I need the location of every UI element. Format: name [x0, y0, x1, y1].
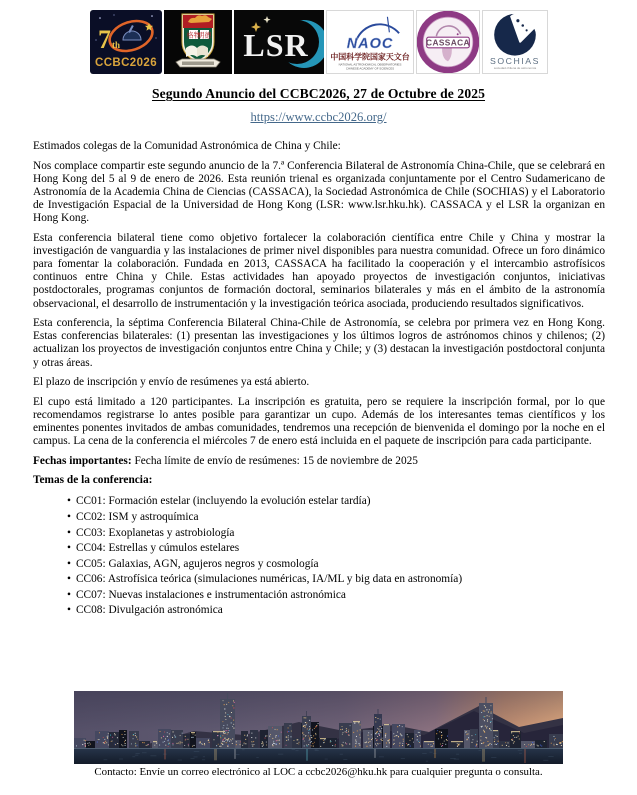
- topic-item: • CC07: Nuevas instalaciones e instrumentación astronómica: [67, 588, 605, 604]
- topic-item: • CC08: Divulgación astronómica: [67, 603, 605, 619]
- cassaca-logo-icon: [417, 11, 479, 73]
- title-row: [0, 85, 637, 103]
- sochias-logo-icon: [483, 11, 547, 73]
- page-title: Segundo Anuncio del CCBC2026, 27 de Octubre de 2025: [151, 86, 486, 101]
- important-dates-label: Fechas importantes:: [33, 454, 132, 467]
- naoc-line2: CHINESE ACADEMY OF SCIENCES: [345, 66, 394, 71]
- ccbc2026-logo-icon: [90, 10, 162, 74]
- topic-item: • CC06: Astrofísica teórica (simulaciones numéricas, IA/ML y big data en astronomía): [67, 572, 605, 588]
- body-text: [33, 140, 605, 619]
- naoc-name: NAOC: [346, 35, 393, 52]
- ccbc-suffix: th: [111, 40, 120, 50]
- important-dates-text: Fecha límite de envío de resúmenes: 15 de noviembre de 2025: [131, 454, 418, 467]
- important-dates-line: [33, 455, 605, 468]
- naoc-logo-icon: [327, 11, 413, 73]
- skyline-image: [74, 691, 563, 764]
- ccbc-number: 7: [97, 25, 111, 54]
- topic-item: • CC05: Galaxias, AGN, agujeros negros y cosmología: [67, 557, 605, 573]
- logo-strip: [0, 10, 637, 74]
- lsr-name: LSR: [242, 27, 309, 63]
- naoc-logo: [326, 10, 414, 74]
- body-paragraph: Esta conferencia bilateral tiene como objetivo fortalecer la colaboración científica entre Chile y China y mostrar la investigación de vanguardia y las instalaciones de primer nivel disponibles para nuestra comunidad. Ofrece un foro dinámico para fomentar la colaboración. Fundada en 2013, CASSACA ha facilitado la cooperación y el intercambio astrofísicos continuos entre China y Chile. Estas actividades han apoyado proyectos de investigación conjuntos, iniciativas postdoctorales, programas conjuntos de formación doctoral, seminarios bilaterales y más en el ámbito de la astronomía observacional, el desarrollo de instrumentación y la investigación teórica asociada, produciendo resultados significativos.: [33, 231, 605, 310]
- topic-item: • CC03: Exoplanetas y astrobiología: [67, 526, 605, 542]
- body-paragraph: Esta conferencia, la séptima Conferencia Bilateral China-Chile de Astronomía, se celebra por primera vez en Hong Kong. Estas conferencias bilaterales: (1) presentan las investigaciones y los últimos logros de astrónomos chinos y chilenos; (2) actualizan los proyectos de investigación conjuntos entre China y Chile; y (3) destacan la investigación postdoctoral conjunta y otras áreas.: [33, 317, 605, 369]
- hong-kong-skyline-photo: [74, 691, 563, 764]
- body-paragraph: Estimados colegas de la Comunidad Astronómica de China y Chile:: [33, 140, 341, 152]
- topic-item: • CC02: ISM y astroquímica: [67, 510, 605, 526]
- hku-crest-logo: [164, 10, 232, 74]
- ccbc2026-logo: [90, 10, 162, 74]
- topic-item: • CC04: Estrellas y cúmulos estelares: [67, 541, 605, 557]
- sochias-name: SOCHIAS: [489, 55, 540, 66]
- conference-link[interactable]: https://www.ccbc2026.org/: [250, 110, 387, 124]
- topic-item: • CC01: Formación estelar (incluyendo la evolución estelar tardía): [67, 494, 605, 510]
- sochias-subtitle: sociedad chilena de astronomía: [493, 66, 536, 71]
- topics-heading: Temas de la conferencia:: [33, 474, 153, 487]
- body-paragraph: El cupo está limitado a 120 participantes. La inscripción es gratuita, pero se requiere la inscripción formal, por lo que recomendamos registrarse lo antes posible para garantizar un cupo. Además de los interesantes temas científicos y los eminentes ponentes invitados de ambas comunidades, tendremos una recepción de bienvenida el domingo por la noche en el campus. La cena de la conferencia el miércoles 7 de enero está incluida en el paquete de inscripción para cada participante.: [33, 395, 605, 448]
- lsr-logo: [234, 10, 324, 74]
- naoc-chinese: 中国科学院国家天文台: [329, 52, 410, 62]
- body-paragraph: El plazo de inscripción y envío de resúmenes ya está abierto.: [33, 376, 310, 389]
- hku-motto-bottom: 格物: [186, 31, 200, 40]
- link-row: [0, 108, 637, 126]
- contact-line: Contacto: Envíe un correo electrónico al LOC a ccbc2026@hku.hk para cualquier pregunta o consulta.: [94, 766, 543, 778]
- cassaca-name: CASSACA: [425, 37, 470, 48]
- body-paragraph: Nos complace compartir este segundo anuncio de la 7.ª Conferencia Bilateral de Astronomía China-Chile, que se celebrará en Hong Kong del 5 al 9 de enero de 2026. Esta reunión trienal es organizada conjuntamente por el Centro Sudamericano de Astronomía de la Academia China de Ciencias (CASSACA), la Sociedad Astronómica de Chile (SOCHIAS) y el Laboratorio de Investigación Espacial de la Universidad de Hong Kong (LSR: www.lsr.hku.hk). CASSACA y el LSR la organizan en Hong Kong.: [33, 159, 605, 225]
- lsr-logo-icon: [234, 10, 324, 74]
- ccbc-name: CCBC2026: [94, 57, 157, 69]
- naoc-line1: NATIONAL ASTRONOMICAL OBSERVATORIES: [338, 62, 401, 67]
- topics-list: [67, 494, 605, 619]
- cassaca-logo: [416, 10, 480, 74]
- paragraphs-container: [33, 140, 605, 448]
- sochias-logo: [482, 10, 548, 74]
- hku-crest-icon: [164, 10, 232, 74]
- hku-motto-top: 明德: [197, 31, 211, 40]
